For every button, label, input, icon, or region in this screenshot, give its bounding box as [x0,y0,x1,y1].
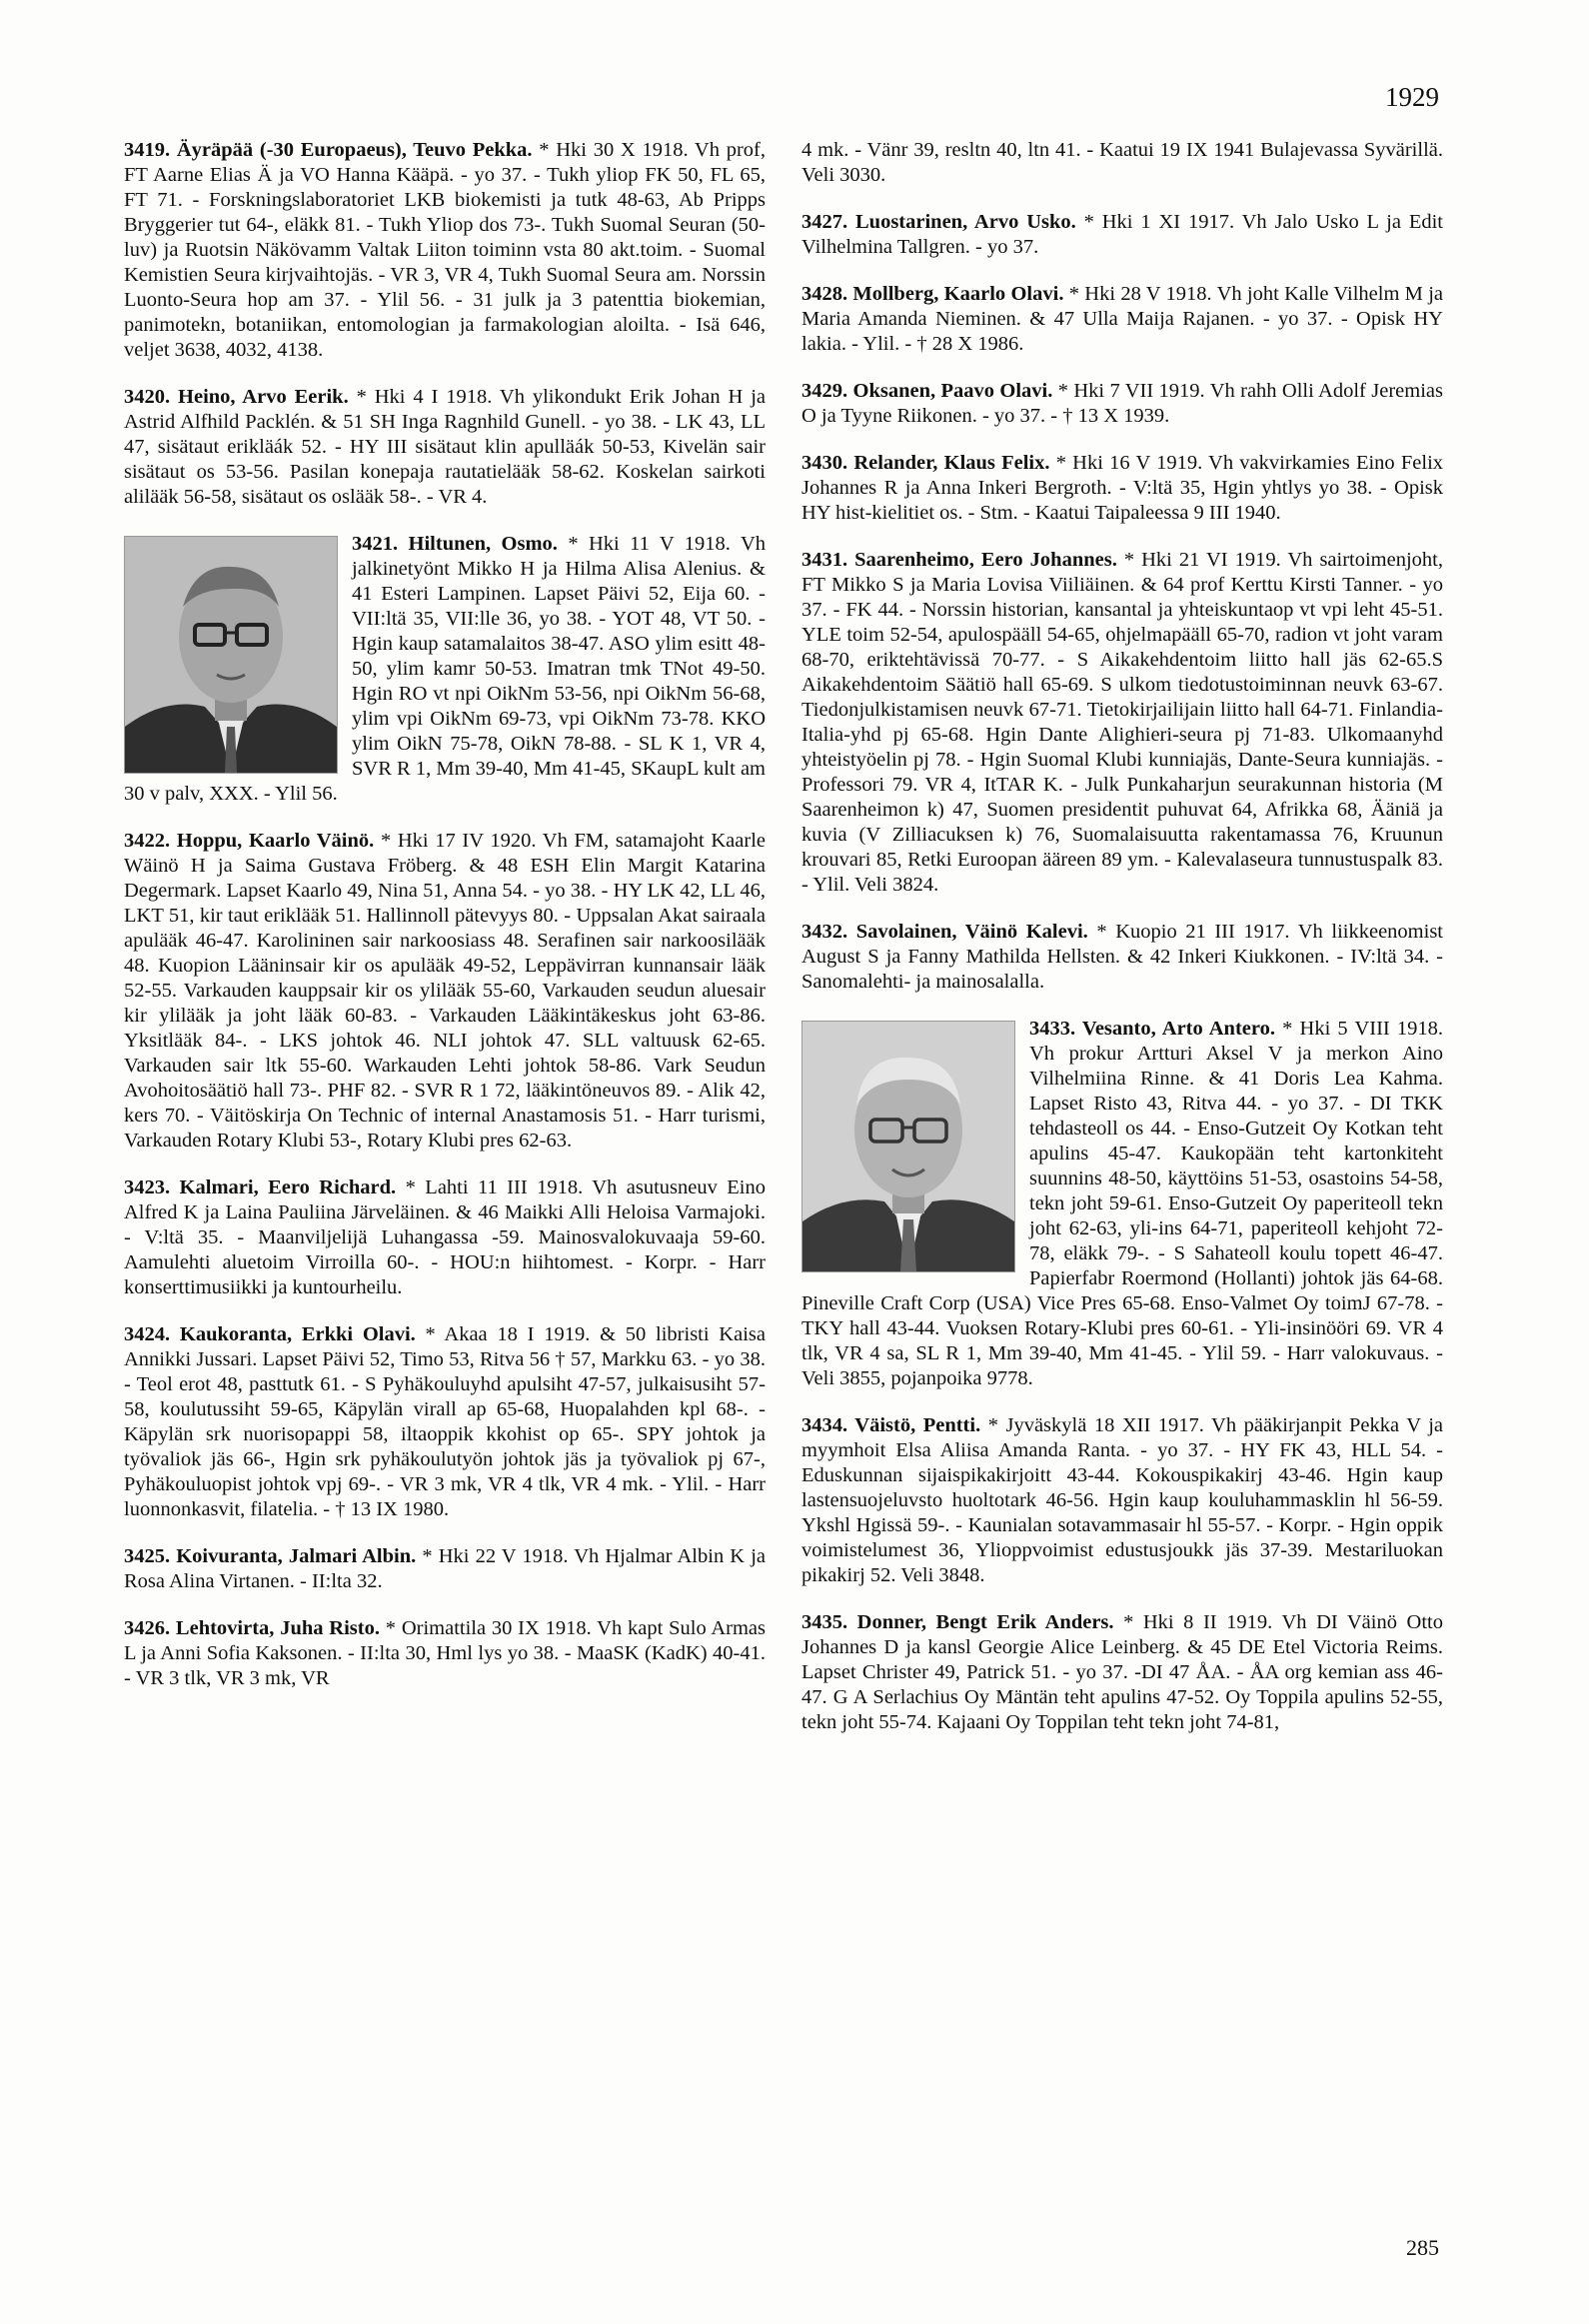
entry-text: 4 mk. - Vänr 39, resltn 40, ltn 41. - Kaatui 19 IX 1941 Bulajevassa Syvärillä. Veli 3030. [801,139,1443,186]
entry-text: * Hki 28 V 1918. Vh joht Kalle Vilhelm M ja Maria Amanda Nieminen. & 47 Ulla Maija Rajanen. - yo 37. - Opisk HY lakia. - Ylil. - † 28 X 1986. [801,283,1444,355]
entry-heading: 3420. Heino, Arvo Eerik. [124,386,349,408]
entry-text: * Jyväskylä 18 XII 1917. Vh pääkirjanpit Pekka V ja myymhoit Elsa Aliisa Amanda Ranta. - yo 37. - HY FK 43, HLL 54. - Eduskunnan sijaispikakirjoitt 43-44. Kokouspikakirj 43-46. Hgin kaup lastensuojeluvsto huoltotark 46-56. Hgin kaup kouluhammasklin hl 56-59. Ykshl Hgissä 59-. - Kaunialan sotavammasair hl 55-57. - Korpr. - Hgin oppik voimistelumest 36, Ylioppvoimist edustusjoukk jäs 37-39. Mestariluokan pikakirj 52. Veli 3848. [801,1414,1443,1586]
entry-3430 [801,451,1443,526]
entry-3421 [124,532,766,807]
page-year: 1929 [1385,82,1439,112]
entry-text: * Hki 5 VIII 1918. Vh prokur Artturi Aksel V ja merkon Aino Vilhelmiina Rinne. & 41 Doris Lea Kahma. Lapset Risto 43, Ritva 44. - yo 37. - DI TKK tehdasteoll os 44. - Enso-Gutzeit Oy Kotkan teht apulins 45-47. Kaukopään teht kartonkiteht suunnins 48-50, käyttöins 51-53, osastoins 54-58, tekn joht 59-61. Enso-Gutzeit Oy paperiteoll tekn joht 62-63, yli-ins 64-71, paperiteoll kehjoht 72-78, eläkk 79-. - S Sahateoll koulu topett 46-47. Papierfabr Roermond (Hollanti) johtok jäs 64-68. Pineville Craft Corp (USA) Vice Pres 65-68. Enso-Valmet Oy toimJ 67-78. - TKY hall 43-44. Vuoksen Rotary-Klubi pres 60-61. - Yli-insinööri 69. VR 4 tlk, VR 4 sa, SL R 1, Mm 39-40, Mm 41-45. - Ylil 59. - Harr valokuvaus. - Veli 3855, pojanpoika 9778. [801,1018,1444,1389]
entry-heading: 3433. Vesanto, Arto Antero. [1029,1018,1275,1040]
entry-text: * Hki 8 II 1919. Vh DI Väinö Otto Johannes D ja kansl Georgie Alice Leinberg. & 45 DE Etel Victoria Reims. Lapset Christer 49, Patrick 51. - yo 37. -DI 47 ÅA. - ÅA org kemian ass 46-47. G A Serlachius Oy Mäntän teht apulins 47-52. Oy Toppila apulins 52-55, tekn joht 55-74. Kajaani Oy Toppilan teht tekn joht 74-81, [801,1611,1443,1733]
right-column [801,138,1443,1757]
entry-3428 [801,282,1443,357]
entry-heading: 3428. Mollberg, Kaarlo Olavi. [801,283,1064,305]
entry-heading: 3429. Oksanen, Paavo Olavi. [801,380,1053,402]
left-column [124,138,766,1713]
entry-heading: 3421. Hiltunen, Osmo. [352,533,558,555]
entry-heading: 3434. Väistö, Pentti. [801,1414,981,1436]
entry-text: * Orimattila 30 IX 1918. Vh kapt Sulo Armas L ja Anni Sofia Kaksonen. - II:lta 30, Hml lys yo 38. - MaaSK (KadK) 40-41. - VR 3 tlk, VR 3 mk, VR [124,1617,767,1689]
entry-3423 [124,1175,766,1300]
entry-3419 [124,138,766,363]
entry-heading: 3419. Äyräpää (-30 Europaeus), Teuvo Pekka. [124,139,533,161]
entry-text: * Hki 21 VI 1919. Vh sairtoimenjoht, FT Mikko S ja Maria Lovisa Viiliäinen. & 64 prof Kerttu Kirsti Tanner. - yo 37. - FK 44. - Norssin historian, kansantal ja yhteiskuntaop vt vpi leht 45-51. YLE toim 52-54, apulospääll 54-65, ohjelmapääll 65-70, radion vt joht varam 68-70, eriktehtävissä 70-77. - S Aikakehdentoim liitto hall jäs 62-65.S Aikakehdentoim Säätiö hall 65-69. S ulkom tiedotustoiminnan neuvk 63-67. Tiedonjulkistamisen neuvk 67-71. Tietokirjailijain liitto hall 64-71. Finlandia-Italia-yhd pj 65-68. Hgin Dante Alighieri-seura pj 71-83. Ulkomaanyhd yhteistyöelin pj 78. - Hgin Suomal Klubi kunniajäs, Dante-Seura kunniajäs. - Professori 79. VR 4, ItTAR K. - Julk Punkaharjun seurakunnan historia (M Saarenheimon k) 47, Suomen presidentit puhuvat 64, Afrikka 68, Ääniä ja kuvia (V Zilliacuksen k) 76, Suomalaisuutta rakentamassa 76, Kruunun krouvari 85, Retki Euroopan ääreen 89 ym. - Kalevalaseura tunnustuspalk 83. - Ylil. Veli 3824. [801,549,1443,896]
entry-3431 [801,548,1443,898]
entry-text: * Hki 7 VII 1919. Vh rahh Olli Adolf Jeremias O ja Tyyne Riikonen. - yo 37. - † 13 X 1939. [801,380,1443,427]
entry-text: * Hki 1 XI 1917. Vh Jalo Usko L ja Edit Vilhelmina Tallgren. - yo 37. [801,211,1444,258]
entry-text: * Akaa 18 I 1919. & 50 libristi Kaisa Annikki Jussari. Lapset Päivi 52, Timo 53, Ritva 56 † 57, Markku 63. - yo 38. - Teol erot 48, pasttutk 61. - S Pyhäkouluyhd apulsiht 47-57, julkaisusiht 57-58, koulutussiht 59-65, Käpylän virall ap 65-68, Huopalahden kpl 68-. - Käpylän srk nuorisopappi 58, iltaoppik kkohist op 65-. SPY johtok ja työvaliok jäs 66-, Hgin srk pyhäkoulutyön johtok jäs ja työvaliok pj 67-, Pyhäkouluopist johtok vpj 69-. - VR 3 mk, VR 4 tlk, VR 4 mk. - Ylil. - Harr luonnonkasvit, filatelia. - † 13 IX 1980. [124,1323,766,1520]
entry-3420 [124,385,766,510]
entry-heading: 3426. Lehtovirta, Juha Risto. [124,1617,380,1639]
entry-heading: 3425. Koivuranta, Jalmari Albin. [124,1545,417,1567]
entry-heading: 3427. Luostarinen, Arvo Usko. [801,211,1076,233]
entry-heading: 3432. Savolainen, Väinö Kalevi. [801,921,1088,943]
entry-heading: 3422. Hoppu, Kaarlo Väinö. [124,830,375,852]
entry-3425 [124,1544,766,1594]
entry-3429 [801,379,1443,429]
entry-heading: 3430. Relander, Klaus Felix. [801,452,1050,474]
entry-3435 [801,1610,1443,1735]
entry-3424 [124,1322,766,1522]
entry-3426 [124,1616,766,1691]
entry-3433 [801,1017,1443,1391]
entry-3427 [801,210,1443,260]
entry-heading: 3424. Kaukoranta, Erkki Olavi. [124,1323,416,1345]
entry-heading: 3423. Kalmari, Eero Richard. [124,1176,397,1198]
entry-text: * Lahti 11 III 1918. Vh asutusneuv Eino Alfred K ja Laina Pauliina Järveläinen. & 46 Maikki Alli Heloisa Varmajoki. - V:ltä 35. - Maanviljelijä Luhangassa -59. Mainosvalokuvaaja 59-60. Aamulehti aluetoim Virroilla 60-. - HOU:n hiihtomest. - Korpr. - Harr konserttimusiikki ja kuntourheilu. [124,1176,766,1298]
entry-3432 [801,920,1443,995]
entry-text: * Hki 17 IV 1920. Vh FM, satamajoht Kaarle Wäinö H ja Saima Gustava Fröberg. & 48 ESH Elin Margit Katarina Degermark. Lapset Kaarlo 49, Nina 51, Anna 54. - yo 38. - HY LK 42, LL 46, LKT 51, kir taut eriklääk 51. Hallinnoll pätevyys 80. - Uppsalan Akat sairaala apulääk 46-47. Karolininen sair narkoosiass 48. Serafinen sair narkoosilääk 48. Kuopion Lääninsair kir os apulääk 49-52, Leppävirran kunnansair lääk 52-55. Varkauden kauppsair kir os ylilääk 55-60, Varkauden seudun aluesair kir ylilääk ja joht lääk 60-83. - Varkauden Lääkintäkeskus joht 63-86. Yksitlääk 84-. - LKS johtok 46. NLI johtok 47. SLL valtuusk 62-65. Varkauden sair ltk 55-60. Warkauden Lehti johtok 58-86. Vark Seudun Avohoitosäätiö hall 73-. PHF 82. - SVR R 1 72, lääkintöneuvos 89. - Alik 42, kers 70. - Väitöskirja On Technic of internal Anastamosis 51. - Harr turismi, Varkauden Rotary Klubi 53-, Rotary Klubi pres 62-63. [124,830,766,1152]
entry-3426-continued [801,138,1443,188]
portrait-photo-hiltunen [124,536,338,774]
entry-heading: 3435. Donner, Bengt Erik Anders. [801,1611,1114,1633]
entry-text: * Hki 30 X 1918. Vh prof, FT Aarne Elias Ä ja VO Hanna Kääpä. - yo 37. - Tukh yliop FK 50, FL 65, FT 71. - Forskningslaboratoriet LKB biokemisti ja tutk 48-63, Ab Pripps Bryggerier tut 64-, eläkk 81. - Tukh Yliop dos 73-. Tukh Suomal Seuran (50-luv) ja Ruotsin Näkövamm Valtak Liiton toiminn vsta 80 akt.toim. - Suomal Kemistien Seura kirjvaihtojäs. - VR 3, VR 4, Tukh Suomal Seura am. Norssin Luonto-Seura hop am 37. - Ylil 56. - 31 julk ja 3 patenttia biokemian, panimotekn, botaniikan, entomologian ja farmakologian aloilta. - Isä 646, veljet 3638, 4032, 4138. [124,139,766,361]
page-number: 285 [1406,2235,1439,2260]
entry-text: * Hki 22 V 1918. Vh Hjalmar Albin K ja Rosa Alina Virtanen. - II:lta 32. [124,1545,766,1592]
entry-text: * Hki 11 V 1918. Vh jalkinetyönt Mikko H ja Hilma Alisa Alenius. & 41 Esteri Lampinen. Lapset Päivi 52, Eija 60. - VII:ltä 35, VII:lle 36, yo 38. - YOT 48, VT 50. - Hgin kaup satamalaitos 38-47. ASO ylim esitt 48-50, ylim kamr 50-53. Imatran tmk TNot 49-50. Hgin RO vt npi OikNm 53-56, npi OikNm 56-68, ylim vpi OikNm 69-73, vpi OikNm 73-78. KKO ylim OikN 75-78, OikN 78-88. - SL K 1, VR 4, SVR R 1, Mm 39-40, Mm 41-45, SKaupL kult am 30 v palv, XXX. - Ylil 56. [124,533,766,805]
entry-text: * Hki 4 I 1918. Vh ylikondukt Erik Johan H ja Astrid Alfhild Packlén. & 51 SH Inga Ragnhild Gunell. - yo 38. - LK 43, LL 47, sisätaut erikläák 52. - HY III sisätaut klin apulläák 50-53, Kivelän sair sisätaut os 53-56. Pasilan konepaja rautatielääk 58-62. Koskelan sairkoti alilääk 56-58, sisätaut os oslääk 58-. - VR 4. [124,386,766,508]
entry-text: * Hki 16 V 1919. Vh vakvirkamies Eino Felix Johannes R ja Anna Inkeri Bergroth. - V:ltä 35, Hgin yhtlys yo 38. - Opisk HY hist-kielitiet os. - Stm. - Kaatui Taipaleessa 9 III 1940. [801,452,1444,524]
entry-3434 [801,1413,1443,1588]
entry-heading: 3431. Saarenheimo, Eero Johannes. [801,549,1117,571]
portrait-photo-vesanto [801,1021,1015,1272]
entry-3422 [124,829,766,1154]
entry-text: * Kuopio 21 III 1917. Vh liikkeenomist August S ja Fanny Mathilda Hellsten. & 42 Inkeri Kiukkonen. - IV:ltä 34. - Sanomalehti- ja mainosalalla. [801,921,1443,993]
